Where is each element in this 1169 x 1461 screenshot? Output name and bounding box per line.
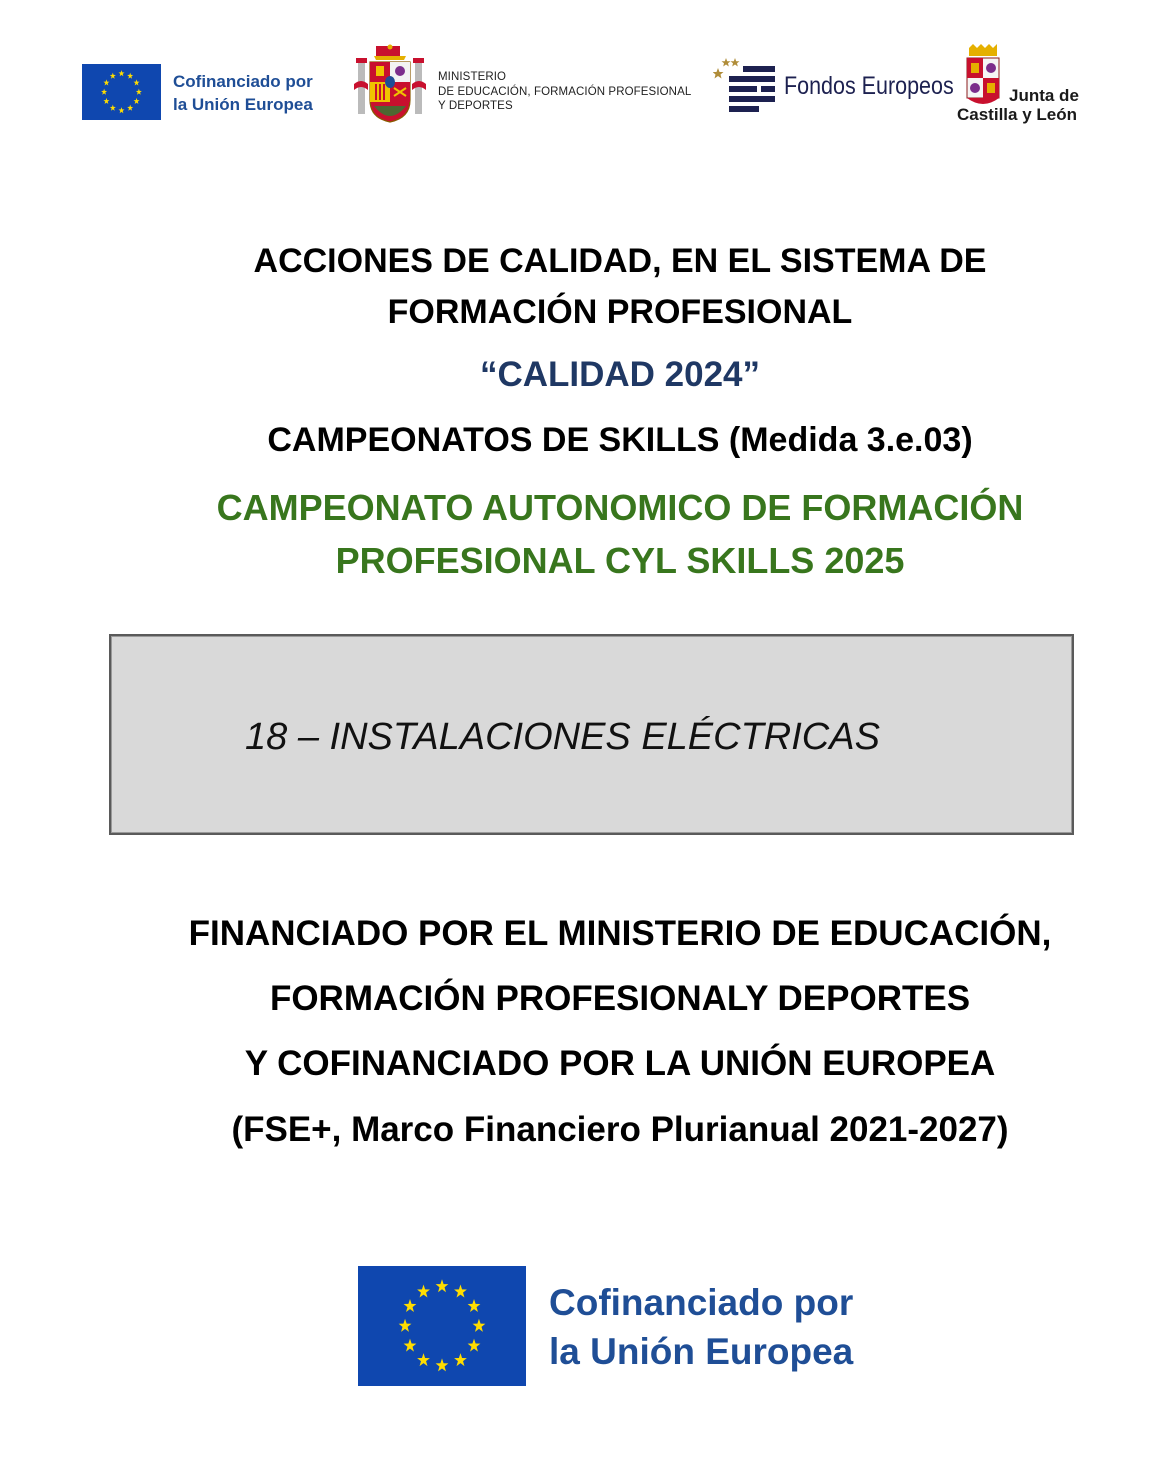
ministerio-line3: Y DEPORTES [438,100,513,112]
eu-cofinanced-logo-top [82,64,332,122]
skill-box [109,634,1074,835]
eu-star [436,1279,449,1292]
junta-line1: Junta de [1009,86,1079,105]
main-title-line2: FORMACIÓN PROFESIONAL [387,293,853,331]
eu-star [454,1353,467,1366]
eu-star [417,1285,430,1298]
ministerio-line1: MINISTERIO [438,71,507,83]
eu-star [134,98,140,104]
eu-star [136,89,142,95]
skill-name: 18 – INSTALACIONES ELÉCTRICAS [245,716,880,758]
campeonatos-title: CAMPEONATOS DE SKILLS (Medida 3.e.03) [267,421,973,459]
eu-flag-icon [358,1266,526,1386]
eu-star [468,1299,481,1312]
main-title-line1: ACCIONES DE CALIDAD, EN EL SISTEMA DE [253,242,987,280]
eu-star [127,105,133,111]
financing-line4: (FSE+, Marco Financiero Plurianual 2021-2027) [231,1110,1009,1149]
eu-star [103,98,109,104]
eu-star [110,73,116,79]
spain-coat-of-arms-icon [354,44,426,124]
eu-star [454,1285,467,1298]
eu-star [404,1299,417,1312]
main-title [130,236,1110,338]
eu-star [103,79,109,85]
castilla-leon-crest-icon [963,44,1003,108]
campeonato-line1: CAMPEONATO AUTONOMICO DE FORMACIÓN [216,487,1024,528]
financing-line2: FORMACIÓN PROFESIONALY DEPORTES [269,979,971,1018]
eu-star [118,70,124,76]
financing-line1: FINANCIADO POR EL MINISTERIO DE EDUCACIÓN, [188,914,1052,953]
eu-star [101,89,107,95]
campeonato-line2: PROFESIONAL CYL SKILLS 2025 [335,540,905,581]
eu-star [417,1353,430,1366]
eu-star [110,105,116,111]
financing-line3: Y COFINANCIADO POR LA UNIÓN EUROPEA [244,1044,996,1083]
eu-star [473,1319,486,1332]
junta-line2: Castilla y León [957,105,1077,124]
eu-star [127,73,133,79]
ministerio-line2: DE EDUCACIÓN, FORMACIÓN PROFESIONAL [438,85,692,98]
fondos-europeos-mark-icon [713,58,779,114]
eu-logo-text [173,70,313,116]
fondos-europeos-text: Fondos Europeos [784,72,954,100]
ministerio-logo [354,44,704,124]
eu-star [468,1339,481,1352]
campeonato-autonomico-title [130,481,1110,587]
eu-logo-line1: Cofinanciado por [549,1282,854,1323]
eu-logo-line2: la Unión Europea [549,1331,854,1372]
eu-star [404,1339,417,1352]
ministerio-text [438,70,691,114]
eu-star [436,1358,449,1371]
eu-logo-text [549,1278,853,1376]
eu-star [399,1319,412,1332]
eu-cofinanced-logo-bottom [358,1266,878,1388]
eu-logo-line2: la Unión Europea [173,95,313,114]
eu-star [118,107,124,113]
eu-flag-icon [82,64,161,120]
calidad-title: “CALIDAD 2024” [479,355,761,394]
fondos-europeos-logo [713,58,954,116]
eu-logo-line1: Cofinanciado por [173,72,313,91]
junta-castilla-leon-logo [955,44,1095,126]
eu-star [134,79,140,85]
